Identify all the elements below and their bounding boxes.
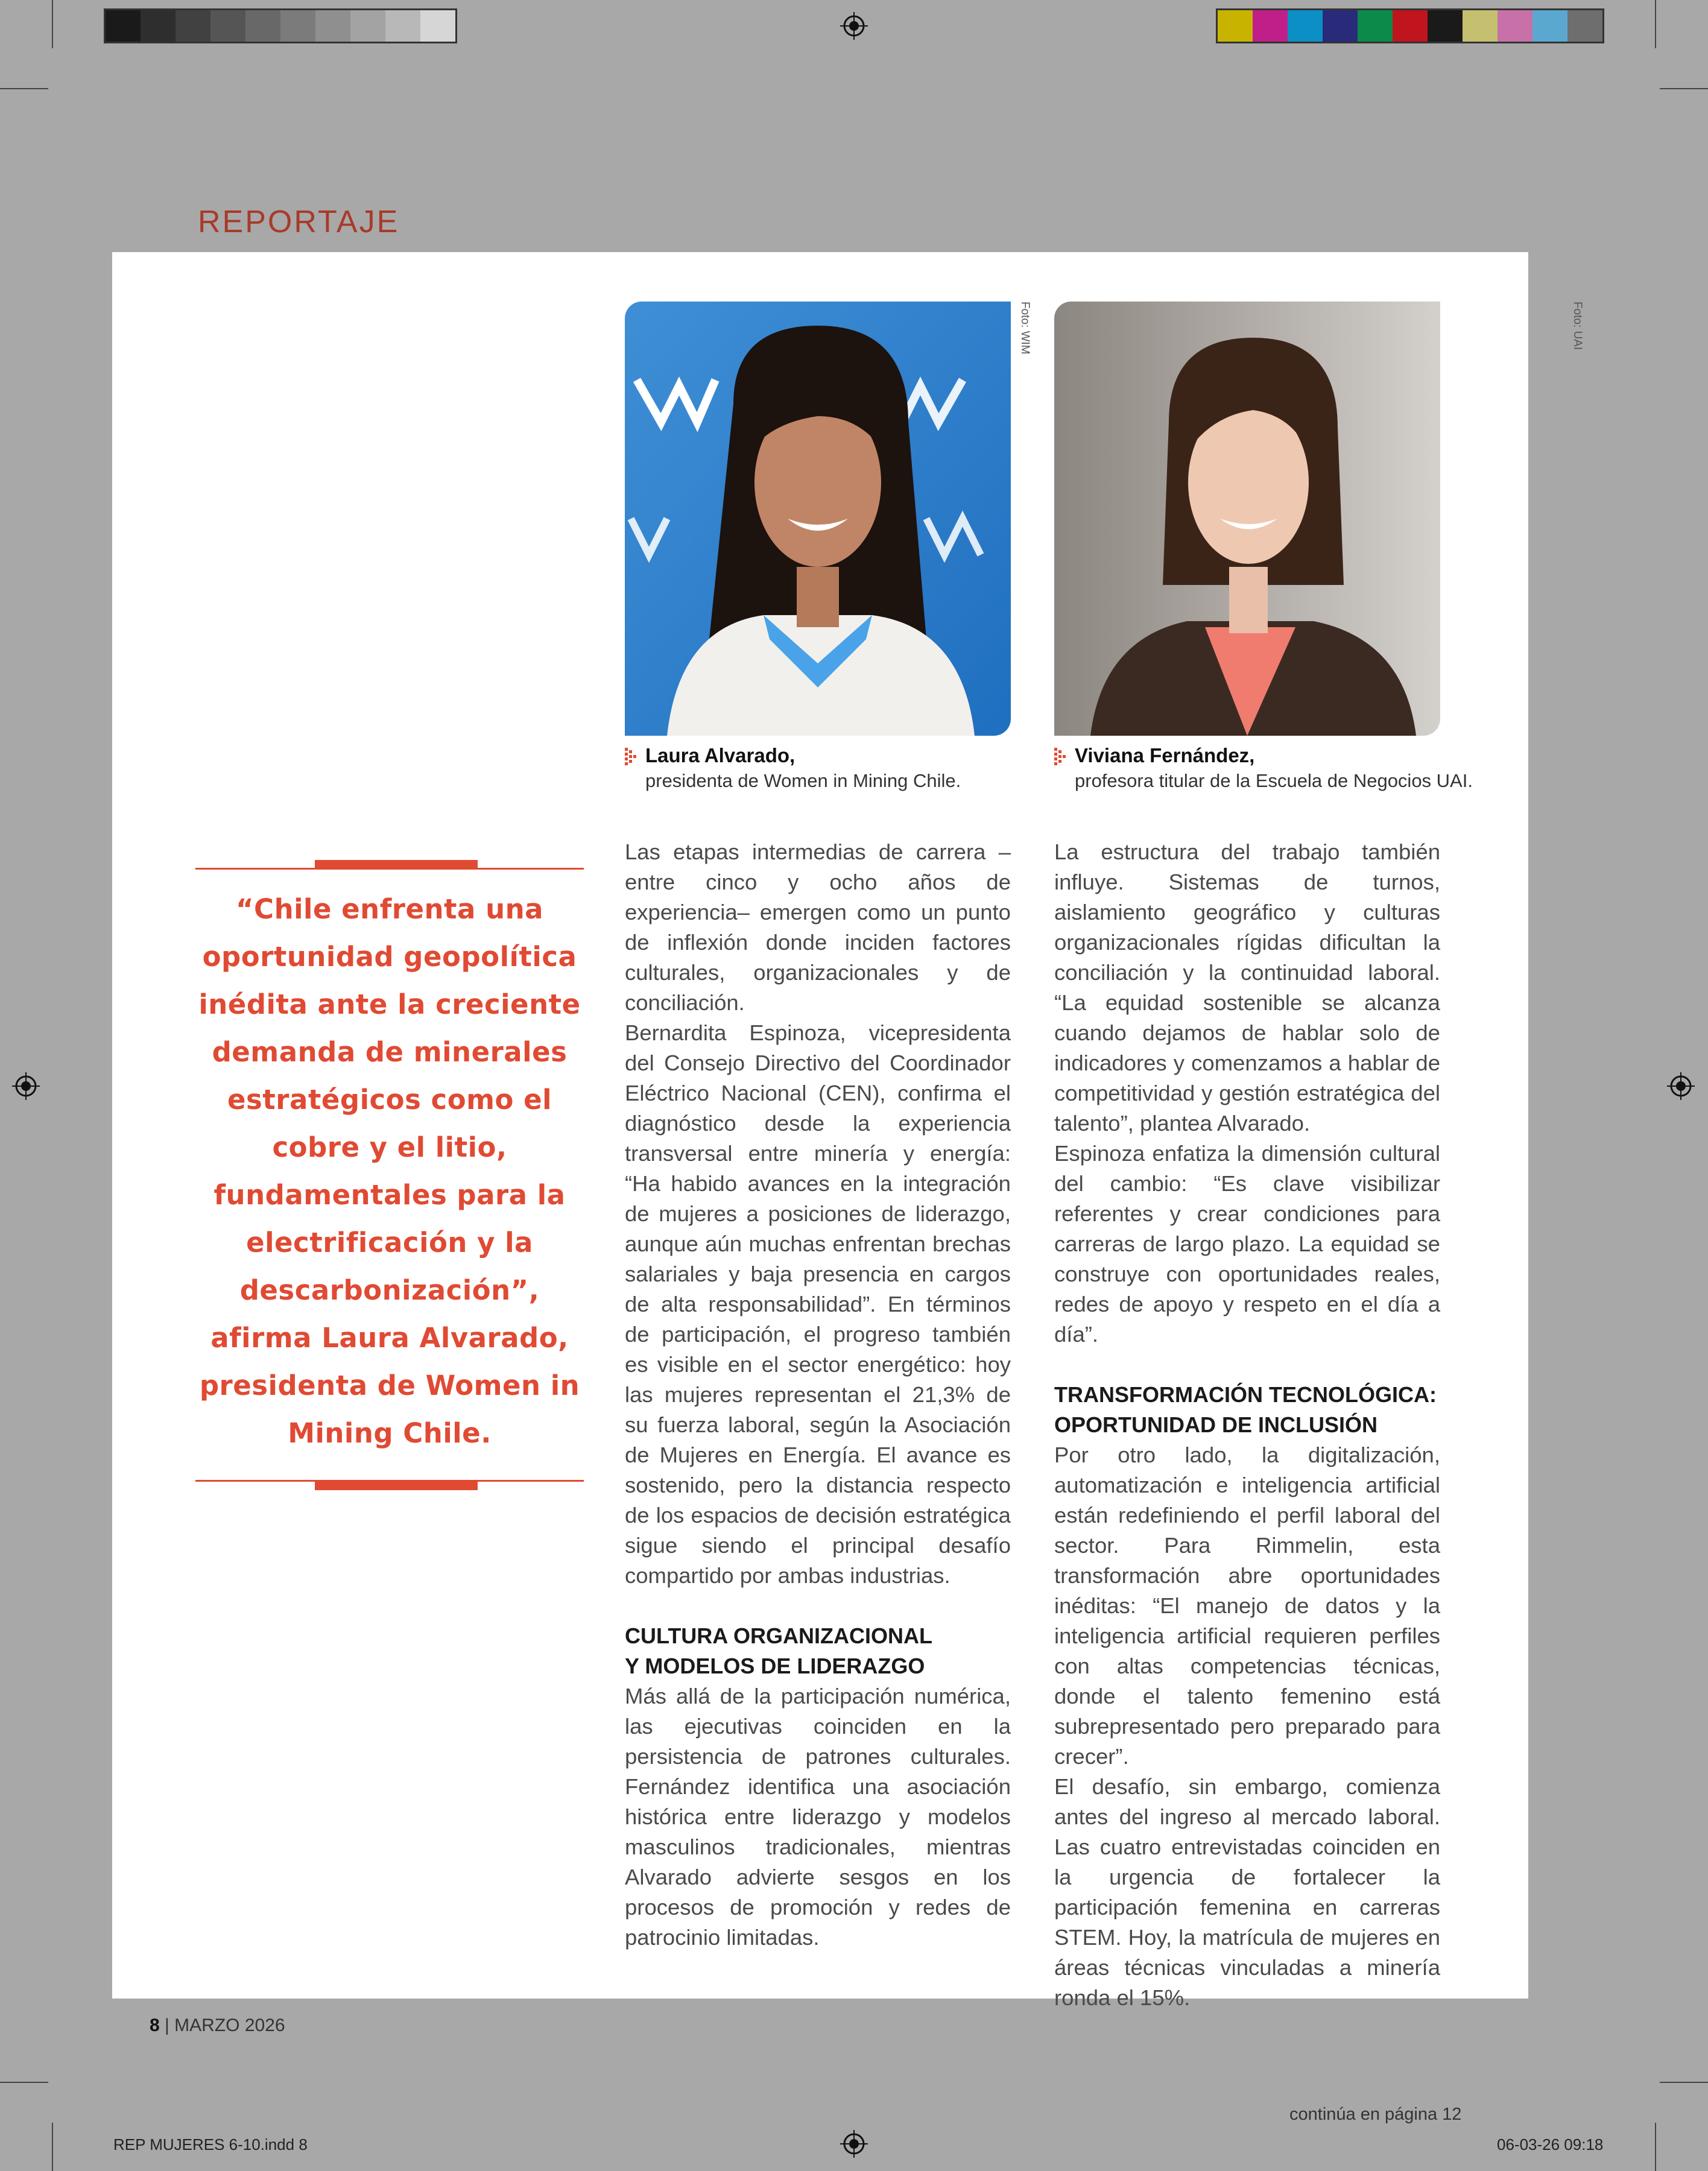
crop-mark [1655,0,1656,48]
subheading-line: CULTURA ORGANIZACIONAL [625,1623,932,1648]
color-swatch [1498,10,1532,42]
color-swatch [1288,10,1323,42]
photo-credit: Foto: WIM [1019,302,1031,355]
quote-accent-bottom [315,1482,478,1490]
color-swatch [1253,10,1288,42]
crop-mark [52,2123,53,2171]
continued-note: continúa en página 12 [1289,2105,1462,2124]
caption-role: presidenta de Women in Mining Chile. [645,770,961,791]
portrait-laura-alvarado [625,302,1011,736]
grayscale-bar [104,8,457,43]
color-bar [1216,8,1604,43]
subheading-line: Y MODELOS DE LIDERAZGO [625,1654,925,1678]
photo-caption [625,743,1047,794]
gray-swatch [106,10,141,42]
caption-role: profesora titular de la Escuela de Negocios UAI. [1075,770,1473,791]
caption-marker-icon [1054,748,1066,768]
color-swatch [1218,10,1253,42]
color-swatch [1358,10,1393,42]
caption-marker-icon [625,748,637,768]
color-swatch [1323,10,1358,42]
photo-credit: Foto: UAI [1571,302,1584,350]
slug-timestamp: 06-03-26 09:18 [1497,2135,1604,2154]
gray-swatch [280,10,315,42]
crop-mark [0,88,48,89]
crop-mark [52,0,53,48]
paragraph: Más allá de la participación numérica, las ejecutivas coinciden en la persistencia de patrones culturales. Fernández identifica una asociación histórica entre liderazgo y modelos masculinos tradicionales, mientras Alvarado advierte sesgos en los procesos de promoción y redes de patrocinio limitadas. [625,1684,1011,1950]
crop-mark [1660,2082,1708,2083]
color-swatch [1463,10,1498,42]
article-column-2 [1054,837,1440,2013]
gray-swatch [210,10,245,42]
registration-mark-icon [1667,1072,1695,1100]
subheading-line: TRANSFORMACIÓN TECNOLÓGICA: [1054,1382,1437,1407]
slug-filename: REP MUJERES 6-10.indd 8 [113,2135,308,2154]
quote-rule-top [195,868,584,870]
paragraph: El desafío, sin embargo, comienza antes del ingreso al mercado laboral. Las cuatro entrevistadas coinciden en la urgencia de fortalecer la participación femenina en carreras STEM. Hoy, la matrícula de mujeres en áreas técnicas vinculadas a minería ronda el 15%. [1054,1774,1440,2010]
registration-mark-icon [12,1072,40,1100]
gray-swatch [385,10,420,42]
paragraph: Espinoza enfatiza la dimensión cultural del cambio: “Es clave visibilizar referentes y crear condiciones para carreras de largo plazo. La equidad se construye con oportunidades reales, redes de apoyo y respeto en el día a día”. [1054,1141,1440,1347]
gray-swatch [176,10,210,42]
caption-name: Viviana Fernández, [1075,744,1255,766]
registration-mark-icon [840,2130,868,2158]
color-swatch [1532,10,1567,42]
quote-accent-top [315,860,478,868]
paragraph: La estructura del trabajo también influye. Sistemas de turnos, aislamiento geográfico y culturas organizacionales rígidas dificultan la conciliación y la continuidad laboral. “La equidad sostenible se alcanza cuando dejamos de hablar solo de indicadores y comenzamos a hablar de competitividad y gestión estratégica del talento”, plantea Alvarado. [1054,839,1440,1136]
subheading [1054,1380,1440,1440]
crop-mark [0,2082,48,2083]
article-page [112,252,1584,2010]
crop-mark [1660,88,1708,89]
gray-swatch [350,10,385,42]
gray-swatch [420,10,455,42]
color-swatch [1393,10,1428,42]
page-footer [150,2015,285,2036]
gray-swatch [315,10,350,42]
caption-name: Laura Alvarado, [645,744,795,766]
color-swatch [1567,10,1602,42]
gray-swatch [245,10,280,42]
crop-mark [1655,2123,1656,2171]
issue-date: | MARZO 2026 [165,2015,285,2035]
subheading [625,1621,1011,1681]
paragraph: Por otro lado, la digitalización, automatización e inteligencia artificial están redefiniendo el perfil laboral del sector. Para Rimmelin, esta transformación abre oportunidades inéditas: “El manejo de datos y la inteligencia artificial requieren perfiles con altas competencias técnicas, donde el talento femenino está subrepresentado pero preparado para crecer”. [1054,1443,1440,1769]
article-column-1 [625,837,1011,1953]
pull-quote: “Chile enfrenta una oportunidad geopolítica inédita ante la creciente demanda de minerales estratégicos como el cobre y el litio, fundamentales para la electrificación y la descarbonización”, afirma Laura Alvarado, presidenta de Women in Mining Chile. [198,893,581,1449]
section-label: REPORTAJE [198,204,400,239]
photo-caption [1054,743,1476,794]
registration-mark-icon [840,12,868,40]
paragraph: Bernardita Espinoza, vicepresidenta del Consejo Directivo del Coordinador Eléctrico Nacional (CEN), confirma el diagnóstico desde la experiencia transversal entre minería y energía: “Ha habido avances en la integración de mujeres a posiciones de liderazgo, aunque aún muchas enfrentan brechas salariales y baja presencia en cargos de alta responsabilidad”. En términos de participación, el progreso también es visible en el sector energético: hoy las mujeres representan el 21,3% de su fuerza laboral, según la Asociación de Mujeres en Energía. El avance es sostenido, pero la distancia respecto de los espacios de decisión estratégica sigue siendo el principal desafío compartido por ambas industrias. [625,1020,1011,1588]
gray-swatch [141,10,176,42]
subheading-line: OPORTUNIDAD DE INCLUSIÓN [1054,1412,1378,1437]
color-swatch [1428,10,1463,42]
portrait-viviana-fernandez [1054,302,1440,736]
paragraph: Las etapas intermedias de carrera –entre cinco y ocho años de experiencia– emergen como un punto de inflexión donde inciden factores culturales, organizacionales y de conciliación. [625,839,1011,1015]
page-number: 8 [150,2015,160,2035]
